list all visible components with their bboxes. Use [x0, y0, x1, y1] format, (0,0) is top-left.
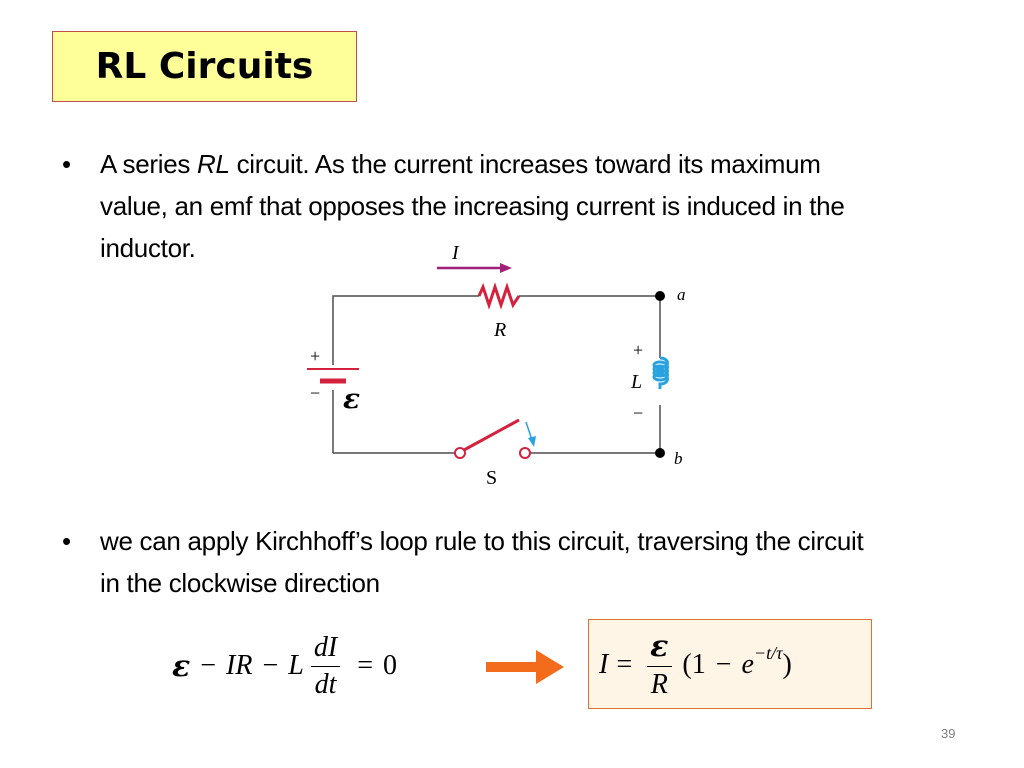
result-minus: − [715, 649, 732, 680]
result-fraction [646, 629, 672, 701]
eq-ir: IR [226, 650, 253, 681]
battery-minus: − [310, 383, 321, 403]
result-exponent: −t/τ [753, 642, 783, 663]
eq-denominator: dt [311, 666, 341, 701]
page-number: 39 [941, 726, 956, 741]
eq-zero: 0 [382, 650, 397, 681]
bullet-1-line-3: inductor. [100, 233, 196, 263]
bullet-1-line-2: value, an emf that opposes the increasing current is induced in the [100, 191, 845, 221]
eq-minus-1: − [200, 650, 217, 681]
result-paren-open: (1 [682, 649, 706, 680]
current-label: I [452, 242, 459, 264]
bullet-1-emphasis: RL [197, 149, 230, 179]
kirchhoff-equation [172, 626, 397, 706]
bullet-1-text: circuit. As the current increases toward its maximum [229, 149, 821, 179]
switch-label: S [486, 467, 498, 489]
current-arrow [437, 263, 512, 273]
result-i: I [599, 649, 609, 680]
node-a-label: a [677, 285, 686, 304]
eq-numerator: dI [313, 631, 338, 663]
switch-contact-left [455, 448, 465, 458]
result-paren-close: ) [782, 649, 792, 680]
battery-plus: + [310, 346, 321, 366]
resistor-label: R [494, 319, 507, 341]
bullet-2-line-1: we can apply Kirchhoff’s loop rule to this circuit, traversing the circuit [100, 526, 864, 556]
inductor-coil [654, 358, 668, 389]
inductor-minus: − [633, 403, 644, 423]
bullet-marker: • [62, 149, 72, 179]
eq-minus-2: − [262, 650, 279, 681]
emf-symbol: ε [343, 382, 361, 415]
arrow-right-icon [486, 650, 566, 684]
bullet-1-prefix: A series [100, 149, 198, 179]
bullet-2-line-2: in the clockwise direction [100, 568, 380, 598]
bullet-marker: • [62, 526, 72, 556]
inductor-plus: + [633, 340, 644, 360]
result-box [588, 619, 872, 709]
result-denominator: R [647, 666, 672, 701]
inductor-label: L [631, 371, 643, 393]
result-equals: = [616, 649, 633, 680]
node-a-dot [655, 291, 665, 301]
slide-title: RL Circuits [95, 46, 314, 87]
arrow-shaft [486, 662, 538, 672]
eq-equals: = [357, 650, 373, 681]
switch-motion-arrow [526, 422, 536, 447]
eq-l: L [288, 650, 304, 681]
resistor [479, 287, 519, 305]
result-numerator: ε [650, 629, 669, 664]
eq-emf: ε [172, 648, 191, 684]
result-exp-base: e [741, 649, 754, 680]
switch-contact-right [520, 448, 530, 458]
node-b-label: b [674, 449, 683, 468]
arrow-head [536, 650, 564, 684]
switch-lever [464, 420, 519, 450]
node-b-dot [655, 448, 665, 458]
eq-derivative [310, 632, 341, 701]
current-solution-equation [599, 622, 792, 708]
